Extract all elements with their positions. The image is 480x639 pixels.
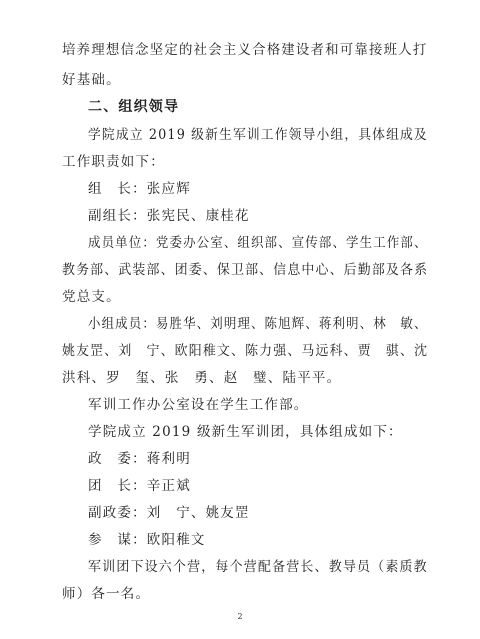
text-line: 好基础。 — [62, 72, 121, 88]
text-line: 姚友罡、刘 宁、欧阳稚文、陈力强、马远科、贾 骐、沈 — [62, 343, 429, 359]
text-line: 党总支。 — [62, 289, 121, 305]
text-line: 教务部、武装部、团委、保卫部、信息中心、后勤部及各系 — [62, 262, 429, 278]
text-line: 学院成立 2019 级新生军训团，具体组成如下： — [88, 424, 403, 440]
text-line: 军训工作办公室设在学生工作部。 — [88, 397, 309, 413]
text-line: 副政委：刘 宁、姚友罡 — [88, 505, 250, 521]
text-line: 师）各一名。 — [62, 586, 151, 602]
text-line: 学院成立 2019 级新生军训工作领导小组，具体组成及 — [88, 127, 428, 143]
text-line: 小组成员：易胜华、刘明理、陈旭辉、蒋利明、林 敏、 — [88, 316, 428, 332]
section-heading: 二、组织领导 — [88, 99, 180, 115]
text-line: 培养理想信念坚定的社会主义合格建设者和可靠接班人打 — [62, 42, 428, 58]
text-line: 参 谋：欧阳稚文 — [88, 532, 206, 548]
text-line: 工作职责如下： — [62, 154, 165, 170]
text-line: 政 委：蒋利明 — [88, 451, 191, 467]
text-line: 副组长：张宪民、康桂花 — [88, 208, 250, 224]
page-number: 2 — [237, 612, 243, 621]
text-line: 组 长：张应辉 — [88, 181, 191, 197]
text-line: 洪科、罗 玺、张 勇、赵 璧、陆平平。 — [62, 370, 342, 386]
text-line: 成员单位：党委办公室、组织部、宣传部、学生工作部、 — [88, 235, 428, 251]
text-line: 军训团下设六个营，每个营配备营长、教导员（素质教 — [88, 559, 428, 575]
text-line: 团 长：辛正斌 — [88, 478, 191, 494]
